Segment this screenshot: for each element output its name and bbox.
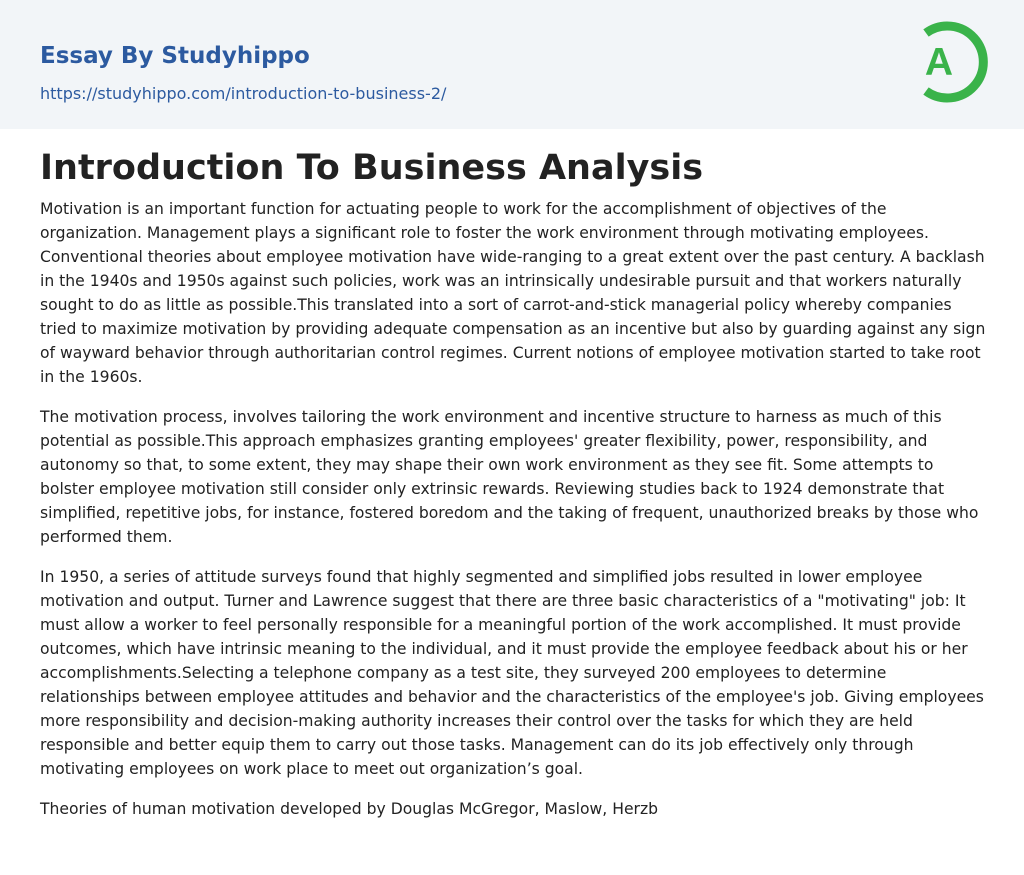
essay-paragraph-4: Theories of human motivation developed by Douglas McGregor, Maslow, Herzb (40, 800, 659, 818)
page-header (0, 0, 1024, 129)
essay-paragraph-2: The motivation process, involves tailoring the work environment and incentive structure to harness as much of this potential as possible.This approach emphasizes granting employees' greater flexibility, power, responsibility, and autonomy so that, to some extent, they may shape their own work environment as they see fit. Some attempts to bolster employee motivation still consider only extrinsic rewards. Reviewing studies back to 1924 demonstrate that simplified, repetitive jobs, for instance, fostered boredom and the taking of frequent, unauthorized breaks by those who performed them. (40, 408, 979, 546)
brand-title: Essay By Studyhippo (40, 43, 310, 69)
essay-paragraph-1: Motivation is an important function for actuating people to work for the accomplishment of objectives of the organization. Management plays a significant role to foster the work environment through motivating employees. Conventional theories about employee motivation have wide-ranging to a great extent over the past century. A backlash in the 1940s and 1950s against such policies, work was an intrinsically undesirable pursuit and that workers naturally sought to do as little as possible.This translated into a sort of carrot-and-stick managerial policy whereby companies tried to maximize motivation by providing adequate compensation as an incentive but also by guarding against any sign of wayward behavior through authoritarian control regimes. Current notions of employee motivation started to take root in the 1960s. (40, 200, 986, 386)
essay-title: Introduction To Business Analysis (40, 148, 704, 188)
essay-content (40, 144, 986, 837)
logo-letter: A (924, 41, 954, 84)
source-url-link[interactable]: https://studyhippo.com/introduction-to-business-2/ (40, 84, 447, 103)
studyhippo-logo-icon[interactable] (906, 17, 990, 107)
essay-paragraph-3: In 1950, a series of attitude surveys found that highly segmented and simplified jobs resulted in lower employee motivation and output. Turner and Lawrence suggest that there are three basic characteristics of a "motivating" job: It must allow a worker to feel personally responsible for a meaningful portion of the work accomplished. It must provide outcomes, which have intrinsic meaning to the individual, and it must provide the employee feedback about his or her accomplishments.Selecting a telephone company as a test site, they surveyed 200 employees to determine relationships between employee attitudes and behavior and the characteristics of the employee's job. Giving employees more responsibility and decision-making authority increases their control over the tasks for which they are held responsible and better equip them to carry out those tasks. Management can do its job effectively only through motivating employees on work place to meet out organization’s goal. (40, 568, 984, 778)
